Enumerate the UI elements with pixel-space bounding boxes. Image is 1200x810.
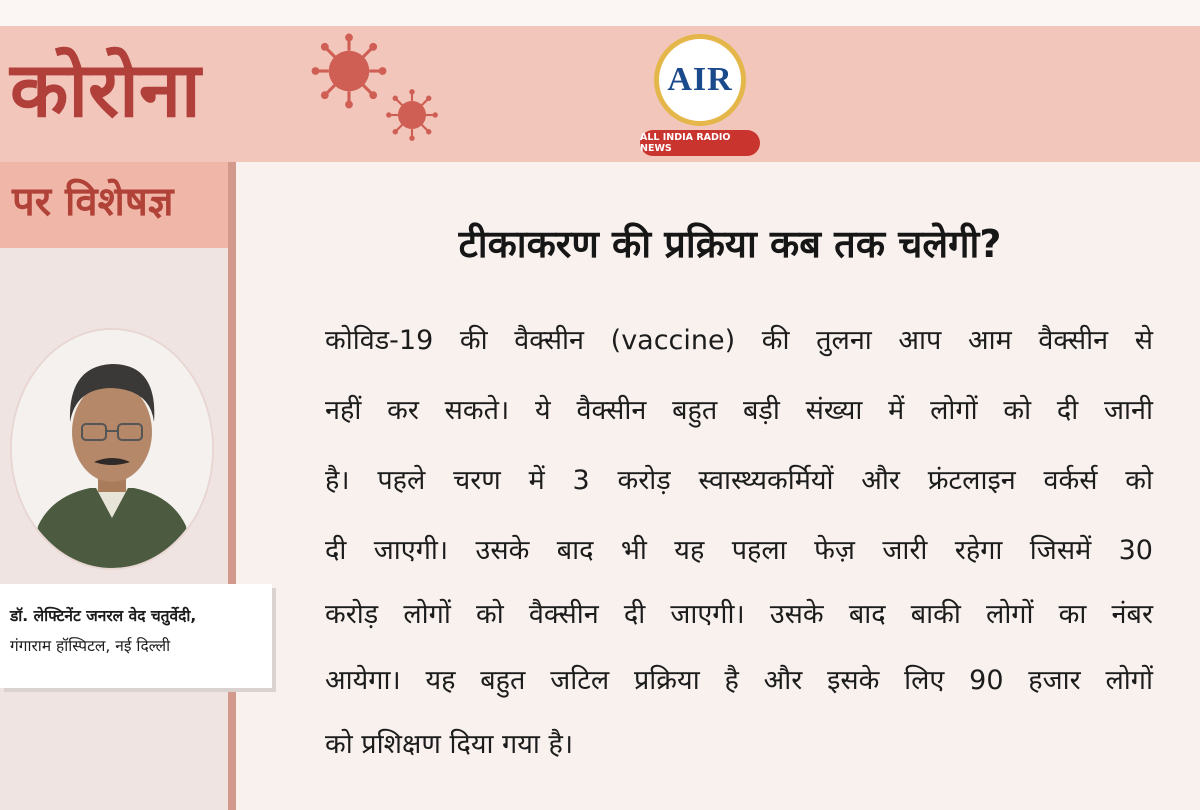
body-line: को प्रशिक्षण दिया गया है। <box>325 729 574 760</box>
all-india-radio-logo <box>640 30 760 160</box>
sidebar-label: पर विशेषज्ञ <box>12 179 174 225</box>
virus-icon <box>310 32 388 110</box>
body-line: कोविड-19 की वैक्सीन (vaccine) की तुलना आप आम वैक्सीन से <box>325 325 1153 356</box>
air-emblem <box>654 34 746 126</box>
brand-title: कोरोना <box>10 45 201 134</box>
body-line: आयेगा। यह बहुत जटिल प्रक्रिया है और इसके लिए 90 हजार लोगों <box>325 665 1153 696</box>
body-line: करोड़ लोगों को वैक्सीन दी जाएगी। उसके बाद बाकी लोगों का नंबर <box>325 599 1153 630</box>
expert-affiliation: गंगाराम हॉस्पिटल, नई दिल्ली <box>10 637 171 655</box>
body-line: नहीं कर सकते। ये वैक्सीन बहुत बड़ी संख्या में लोगों को दी जानी <box>325 395 1153 426</box>
air-emblem-mark: AIR <box>667 61 733 98</box>
top-strip <box>0 0 1200 26</box>
expert-name: डॉ. लेफ्टिनेंट जनरल वेद चतुर्वेदी, <box>10 607 197 625</box>
divider-line <box>228 162 236 810</box>
question-heading: टीकाकरण की प्रक्रिया कब तक चलेगी? <box>458 222 1002 266</box>
portrait-image <box>12 330 212 568</box>
body-line: है। पहले चरण में 3 करोड़ स्वास्थ्यकर्मियों और फ्रंटलाइन वर्कर्स को <box>325 465 1153 496</box>
body-line: दी जाएगी। उसके बाद भी यह पहला फेज़ जारी रहेगा जिसमें 30 <box>325 535 1153 566</box>
virus-icon <box>385 88 439 142</box>
expert-portrait <box>12 330 212 568</box>
logo-caption: ALL INDIA RADIO NEWS <box>640 130 760 156</box>
